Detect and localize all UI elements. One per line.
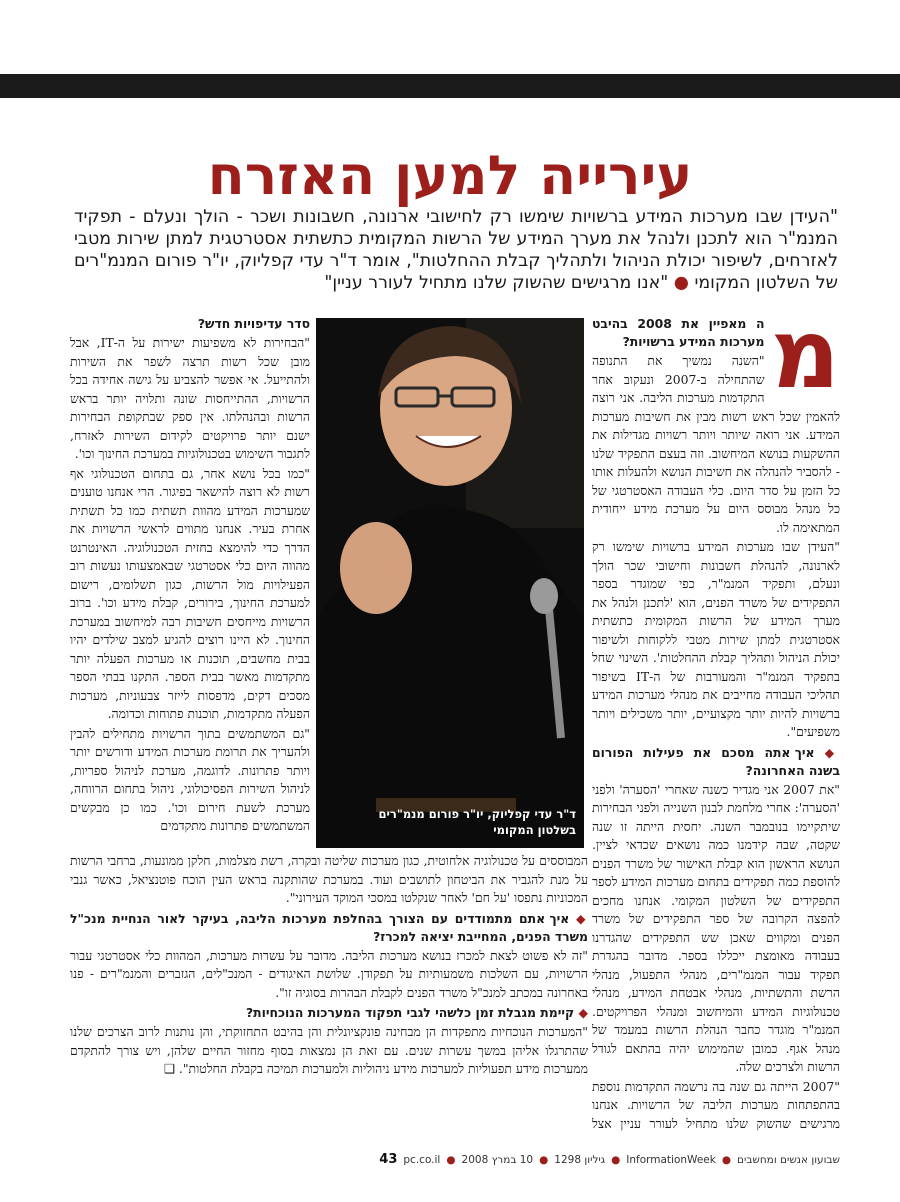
page-number: 43 — [379, 1152, 398, 1167]
left-paragraph-2: "כמו בכל נושא אחר, גם בתחום הטכנולוגי אף רשות לא רוצה להישאר בפיגור. הרי אנחנו טוענים שמערכות המידע מהוות תשתית כמו כל תשתית אחרת בעיר. אנחנו מתווים לראשי הרשויות את הדרך כדי להימצא בחזית הטכנולוגיה. האינטרנט מהווה היום כלי אסטרטגי שבאמצעותו נעשות רוב הפעילויות מול הרשות, כגון תשלומים, רישום למערכת החינוך, בירורים, קבלת מידע וכו'. ברוב הרשויות מייחסים חשיבות רבה למיחשוב במערכת החינוך. לא היינו רוצים להגיע למצב שילדים יהיו בבית מחשבים, תוכנות או מערכות הפעלה יותר מתקדמות מאשר בבית הספר. התקנו בבתי הספר מסכים דקים, מדפסות לייזר צבעוניות, מערכות הפעלה מתקדמות, תוכנות פתוחות וכדומה. — [70, 465, 310, 721]
diamond-icon: ◆ — [814, 744, 840, 760]
answer-2: "את 2007 אני מגדיר כשנה שאחרי 'הסערה' ולפני 'הסערה': אחרי מלחמת לבנון השנייה ולפני הבחירות שיתקיימו בנובמבר השנה. יחסית הייתה זו שנה שקטה, שבה קידמנו כמה נושאים שכדאי לציין. הנושא הראשון הוא קבלת האישור של משרד הפנים להוספת כמה תפקידים בתחום מערכות המידע לספר התפקידים של השלטון המקומי. אנחנו מחכים להפצה הקרובה של ספר התפקידים של משרד הפנים ומקווים שאכן שש התפקידים שהגדרנו בעבודה מאומצת ייכללו בספר. מדובר בהגדרת תפקיד עבור המנמ"רים, מנהלי התפעול, מנהלי הרשת והתשתיות, מנהלי אבטחת המידע, מנהלי טכנולוגיות המידע והמיחשוב ומנהלי הפרויקטים. המנמ"ר מוגדר כחבר הנהלת הרשות במעמד של מנהל אגף. כמובן שהמימוש יהיה בהתאם לגודל הרשות ולצרכים שלה. — [592, 781, 840, 1074]
end-mark-icon: ❑ — [163, 1061, 175, 1076]
drop-cap: מ — [770, 313, 840, 410]
bullet-icon: ● — [721, 1153, 731, 1166]
photo-caption: ד"ר עדי קפליוק, יו"ר פורום מנמ"רים בשלטון המקומי — [378, 807, 576, 837]
footer-publication: שבועון אנשים ומחשבים — [737, 1153, 840, 1166]
footer-date: 10 במרץ 2008 — [461, 1153, 534, 1166]
answer-1b: "העידן שבו מערכות המידע ברשויות שימשו רק לארנונה, להנהלת חשבונות וחישובי שכר הולך ונעלם, ותפקיד המנמ"ר, כפי שמוגדר בספר התפקידים של משרד הפנים, הוא 'לתכנן ולנהל את מערך המידע של הרשות המקומית כתשתית אסטרטגית למתן שירות מטבי ללקוחות ולשיפור יכולת הניהול ותהליך קבלת ההחלטות'. השינוי שחל בתפקיד המנמ"ר והמעורבות של ה-IT בשיפור תהליכי העבודה מחייבים את מנהלי מערכות המידע ברשויות להיות יותר מקצועיים, יותר משכילים ויותר משפיעים". — [592, 539, 840, 739]
diamond-icon: ◆ — [574, 1005, 588, 1020]
top-bar — [0, 74, 900, 98]
bottom-question-2 — [70, 1004, 588, 1022]
left-column — [70, 313, 310, 853]
bullet-icon: ● — [539, 1153, 549, 1166]
bottom-answer-2-text: "המערכות הנוכחיות מתפקדות הן מבחינה פונקציונלית והן בהיבט התחזוקתי, והן נותנות לרוב הצרכים שלנו שהתרגלו אליהן במשך עשרות שנים. עם זאת הן נמצאות בסוף מחזור החיים שלהן, ויש צורך להתקדם ממערכות מידע תפעוליות למערכות מידע ניהוליות ולמערכות תמיכה בקבלת החלטות". — [70, 1024, 588, 1076]
bottom-paragraph-1: המבוססים על טכנולוגיה אלחוטית, כגון מערכות שליטה ובקרה, רשת מצלמות, חלקן ממונעות, ברחבי הרשות על מנת להגביר את הביטחון לתושבים ועוד. במערכת שהותקנה בראש העין הוכח פוטנציאל, כאשר גנבי המכוניות נתפסו 'על חם' לאחר שנקלטו במסכי המוקד העירוני". — [70, 853, 588, 905]
bullet-icon: ● — [611, 1153, 621, 1166]
bottom-question-1-text: איך אתם מתמודדים עם הצורך בהחלפת מערכות הליבה, בעיקר לאור הנחיית מנכ"ל משרד הפנים, המחייבת יציאה למכרז? — [70, 910, 588, 944]
bullet-icon: ● — [673, 273, 689, 293]
bottom-question-2-text: קיימת מגבלת זמן כלשהי לגבי תפקוד המערכות הנוכחיות? — [245, 1005, 575, 1020]
article-title: עירייה למען האזרח — [207, 144, 693, 207]
footer-issue: גיליון 1298 — [554, 1153, 606, 1166]
right-column — [592, 313, 840, 1133]
bottom-answer-2 — [70, 1023, 588, 1079]
bottom-answer-1: "זה לא פשוט לצאת למכרז בנושא מערכות הליבה. מדובר על עשרות מערכות, המהוות כלי אסטרטגי עבור הרשויות, עם השלכות משמעותיות על תפקודן. שלושת האיגודים - המנכ"לים, הגזברים והמנמ"רים - פנו באחרונה במכתב למנכ"ל משרד הפנים לקבלת הבהרות בסוגיה זו". — [70, 947, 588, 1000]
portrait-illustration — [316, 318, 584, 848]
bullet-icon: ● — [446, 1153, 456, 1166]
footer-site: pc.co.il — [403, 1153, 441, 1166]
lead-tail: "אנו מרגישים שהשוק שלנו מתחיל לעורר עניין" — [324, 273, 669, 293]
diamond-icon: ◆ — [569, 910, 588, 926]
left-heading: סדר עדיפויות חדש? — [197, 316, 310, 331]
question-2 — [592, 744, 840, 780]
bottom-text-block — [70, 852, 588, 1137]
lead-text: "העידן שבו מערכות המידע ברשויות שימשו רק לחישובי ארנונה, חשבונות ושכר - הולך ונעלם - תפקיד המנמ"ר הוא לתכנן ולנהל את מערך המידע של הרשות המקומית כתשתית אסטרטגית למתן שירות מטבי לאזרחים, לשיפור יכולת הניהול ולתהליך קבלת ההחלטות", אומר ד"ר עדי קפליוק, יו"ר פורום המנמ"רים של השלטון המקומי — [74, 207, 838, 293]
question-1: ה מאפיין את 2008 בהיבט מערכות המידע ברשויות? — [592, 316, 765, 349]
page-footer — [60, 1152, 840, 1167]
answer-2b: "2007 הייתה גם שנה בה נרשמה התקדמות נוספת בהתפתחות מערכות הליבה של הרשויות. אנחנו מרגישים שהשוק שלנו מתחיל לעורר עניין אצל — [592, 1078, 840, 1131]
portrait-photo — [316, 318, 584, 848]
bottom-question-1 — [70, 910, 588, 946]
question-2-text: איך אתה מסכם את פעילות הפורום בשנה האחרונה? — [592, 744, 840, 778]
footer-brand: InformationWeek — [626, 1153, 716, 1166]
article-lead — [74, 206, 838, 294]
answer-1: "השנה נמשיך את התנופה שהתחילה ב-2007 ונעקוב אחר התקדמות מערכות הליבה. אני רוצה להאמין שכל ראש רשות מבין את חשיבות מערכות המידע. אני רואה שיותר ויותר רשויות מגדילות את ההשקעות בנושא המיחשוב. וזה בעצם התפקיד שלנו - להסביר להנהלה את חשיבות הנושא ולהעלות אותו כל הזמן על סדר היום. כלי העבודה האסטרטגי של כל מנהל מבוסס היום על מערכת מידע ייחודית המתאימה לו. — [592, 353, 840, 535]
left-paragraph-1: "הבחירות לא משפיעות ישירות על ה-IT, אבל מובן שכל רשות תרצה לשפר את השירות ולהתייעל. אי אפשר להצביע על גישה אחידה בכל הרשויות, ההתייחסות שונה ותלויה יותר בראש הרשות ובהנהלתו. אין ספק שבתקופת הבחירות ישנם יותר פרויקטים לקידום השירות לאזרח, לתגבור השימוש בטכנולוגיות במערכת החינוך וכו'. — [70, 335, 310, 461]
left-paragraph-3: "גם המשתמשים בתוך הרשויות מתחילים להבין ולהעריך את תרומת מערכות המידע ודורשים יותר ויותר פתרונות. לדוגמה, מערכת לניהול ספריות, לניהול השירות הפסיכולוגי, ניהול בתחום הרווחה, מערכת לשעת חירום וכו'. כמו כן מבקשים המשתמשים פתרונות מתקדמים — [70, 725, 310, 833]
